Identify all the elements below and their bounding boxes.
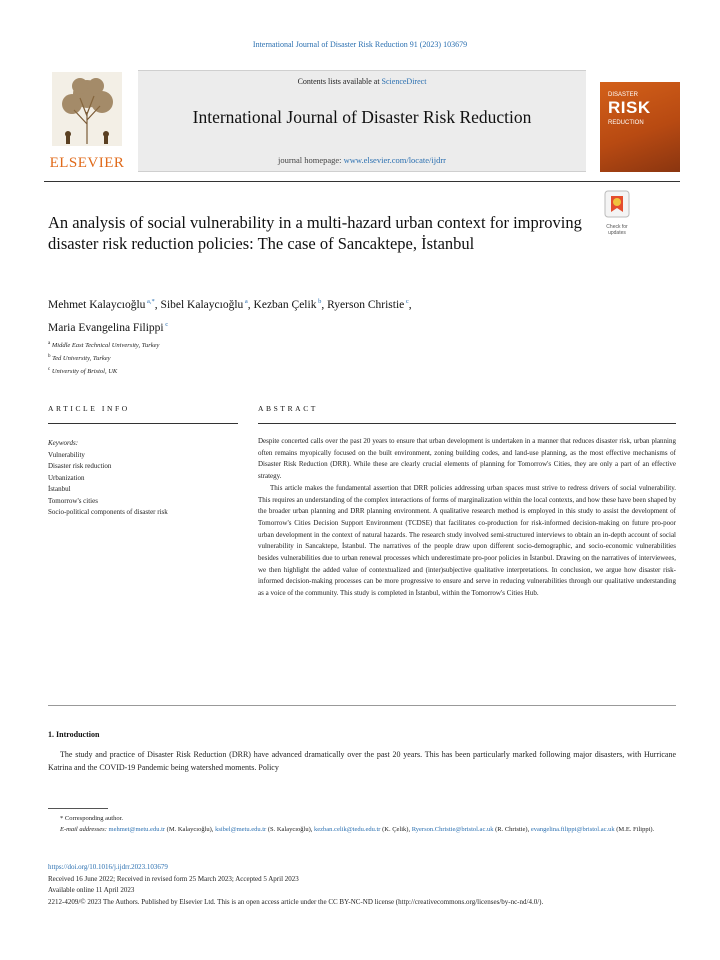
journal-cover[interactable]	[600, 68, 680, 172]
abstract-divider	[48, 705, 676, 706]
affiliation-label: b	[48, 354, 51, 360]
homepage-link[interactable]: www.elsevier.com/locate/ijdrr	[343, 155, 446, 165]
email-link[interactable]: evangelina.filippi@bristol.ac.uk	[530, 826, 615, 833]
cover-line-1: DISASTER	[608, 92, 639, 98]
homepage-line	[138, 155, 586, 165]
email-owner: (S. Kalaycıoğlu),	[266, 826, 315, 833]
elsevier-logo[interactable]	[44, 68, 130, 172]
email-owner: (M. Kalaycıoğlu),	[165, 826, 216, 833]
email-link[interactable]: ksibel@metu.edu.tr	[215, 826, 267, 833]
author-list	[48, 292, 648, 338]
introduction-text: The study and practice of Disaster Risk Reduction (DRR) have advanced dramatically over the past 20 years. This has been particularly marked following major disasters, with Hurricane Katrina and the COVID-19 Pandemic being watershed moments. Policy	[48, 750, 676, 772]
received-dates: Received 16 June 2022; Received in revised form 25 March 2023; Accepted 5 April 2023	[48, 874, 299, 883]
abstract-heading: ABSTRACT	[258, 404, 676, 424]
abstract-body	[258, 436, 676, 600]
affiliation-label: c	[48, 367, 51, 373]
email-label: E-mail addresses:	[60, 826, 107, 833]
title-divider	[44, 181, 680, 182]
author-affiliation-marker[interactable]: a,*	[145, 298, 155, 305]
keyword-item: Disaster risk reduction	[48, 462, 112, 470]
author-affiliation-marker[interactable]: b	[316, 298, 322, 305]
keyword-item: Socio-political components of disaster risk	[48, 508, 168, 516]
affiliation-list	[48, 338, 159, 377]
affiliation-text: University of Bristol, UK	[50, 368, 118, 376]
affiliation-text: Middle East Technical University, Turkey	[50, 342, 160, 350]
publisher-name: ELSEVIER	[49, 155, 125, 171]
tree-logo-icon	[52, 72, 122, 146]
check-for-updates-badge[interactable]	[598, 190, 636, 236]
author-affiliation-marker[interactable]: a	[243, 298, 248, 305]
abstract-paragraph-1: Despite concerted calls over the past 20 years to ensure that urban development is undertaken in a manner that reduces disaster risk, urban planning often remains myopically focused on the built environment, zoning building codes, and land-use planning, as the most effective mechanisms of Disaster Risk Reduction (DRR). While these are clearly crucial elements of planning for Tomorrow's Cities, they are only a part of an effective strategy.	[258, 437, 676, 481]
running-head[interactable]: International Journal of Disaster Risk Reduction 91 (2023) 103679	[252, 40, 468, 49]
author-name[interactable]: Kezban Çelik	[253, 298, 317, 311]
cover-word: RISK	[608, 98, 651, 117]
cover-top-strip	[600, 68, 680, 82]
email-note	[48, 824, 676, 835]
author-name[interactable]: Mehmet Kalaycıoğlu	[48, 298, 146, 311]
email-link[interactable]: kezban.celik@tedu.edu.tr	[314, 826, 381, 833]
abstract-paragraph-2: This article makes the fundamental assertion that DRR policies addressing urban spaces must strive to redress drivers of social vulnerability. This requires an understanding of the complex interactions of forms of marginalization within the local contexts, and how these have been shaped by the broader urban planning and DRR planning environment. A qualitative research method is employed in this study to assist the development of Tomorrow's Cities Decision Support Environment (TCDSE) that facilitates co-production for risk-informed decision-making on future pro-poor urban development in the context of natural hazards. The research study involved semi-structured interviews to obtain an in-depth account of social vulnerability in Sancaktepe, İstanbul. The narratives of the people draw upon different socio-demographic, and socio-economic vulnerabilities besides vulnerabilities due to urban renewal processes which underestimate pro-poor policies in İstanbul. Drawing on the narratives of interviewees, we then highlight the added value of contextualized and (inter)subjective qualitative interpretations. In conclusion, we argue how disaster risk-informed decision-making processes can be more progressive to ensure and serve in reducing vulnerabilities through our qualitative understanding as a voice of the community. This study is completed in İstanbul, within the Tomorrow's Cities Hub.	[258, 483, 676, 598]
journal-info-box	[138, 70, 586, 172]
email-owner: (M.E. Filippi).	[614, 826, 655, 833]
email-link[interactable]: mehmet@metu.edu.tr	[108, 826, 166, 833]
paper-title: An analysis of social vulnerability in a multi-hazard urban context for improving disaster risk reduction policies: The case of Sancaktepe, İstanbul	[48, 213, 582, 253]
abstract-column	[258, 404, 676, 600]
contents-line	[138, 77, 586, 86]
keyword-item: Tomorrow's cities	[48, 496, 98, 505]
author-separator: ,	[154, 298, 161, 311]
author-separator: ,	[408, 298, 412, 311]
keyword-item: İstanbul	[48, 485, 71, 493]
keyword-item: Vulnerability	[48, 450, 85, 459]
sciencedirect-link[interactable]: ScienceDirect	[381, 77, 427, 86]
doi-link[interactable]: https://doi.org/10.1016/j.ijdrr.2023.103679	[48, 863, 168, 871]
author-separator: ,	[321, 298, 328, 311]
article-info-heading: ARTICLE INFO	[48, 404, 238, 424]
front-matter-block	[48, 862, 676, 908]
affiliation-text: Ted University, Turkey	[50, 355, 111, 363]
corresponding-note: * Corresponding author.	[60, 815, 124, 822]
keywords-block	[48, 438, 238, 519]
contents-prefix: Contents lists available at	[297, 77, 382, 86]
homepage-prefix: journal homepage:	[278, 155, 344, 165]
affiliation-label: a	[48, 341, 51, 346]
email-owner: (R. Christie),	[493, 826, 531, 833]
author-name[interactable]: Ryerson Christie	[327, 298, 405, 311]
keywords-label: Keywords:	[48, 439, 79, 447]
author-name[interactable]: Sibel Kalaycıoğlu	[160, 298, 244, 311]
journal-masthead	[44, 68, 680, 176]
author-affiliation-marker[interactable]: c	[163, 320, 169, 328]
email-owner: (K. Çelik),	[380, 826, 412, 833]
journal-name: International Journal of Disaster Risk Reduction	[192, 107, 532, 127]
author-affiliation-marker[interactable]: c	[404, 298, 409, 305]
affiliation-item	[48, 338, 159, 351]
email-link[interactable]: Ryerson.Christie@bristol.ac.uk	[411, 826, 494, 833]
license-text: 2212-4209/© 2023 The Authors. Published by Elsevier Ltd. This is an open access article under the CC BY-NC-ND license (http://creativecommons.org/licenses/by-nc-nd/4.0/).	[48, 897, 544, 906]
affiliation-item	[48, 364, 159, 377]
updates-label: Check for updates	[606, 224, 628, 236]
footnote-divider	[48, 808, 108, 809]
author-name[interactable]: Maria Evangelina Filippi	[48, 321, 164, 334]
author-separator: ,	[247, 298, 254, 311]
keyword-item: Urbanization	[48, 473, 85, 482]
keyword-list	[48, 450, 238, 519]
footnotes	[48, 813, 676, 835]
available-online: Available online 11 April 2023	[48, 886, 135, 894]
introduction-heading: 1. Introduction	[48, 730, 100, 739]
cover-line-2: REDUCTION	[608, 120, 644, 126]
updates-icon	[604, 190, 630, 218]
article-info-column	[48, 404, 238, 519]
affiliation-item	[48, 351, 159, 364]
